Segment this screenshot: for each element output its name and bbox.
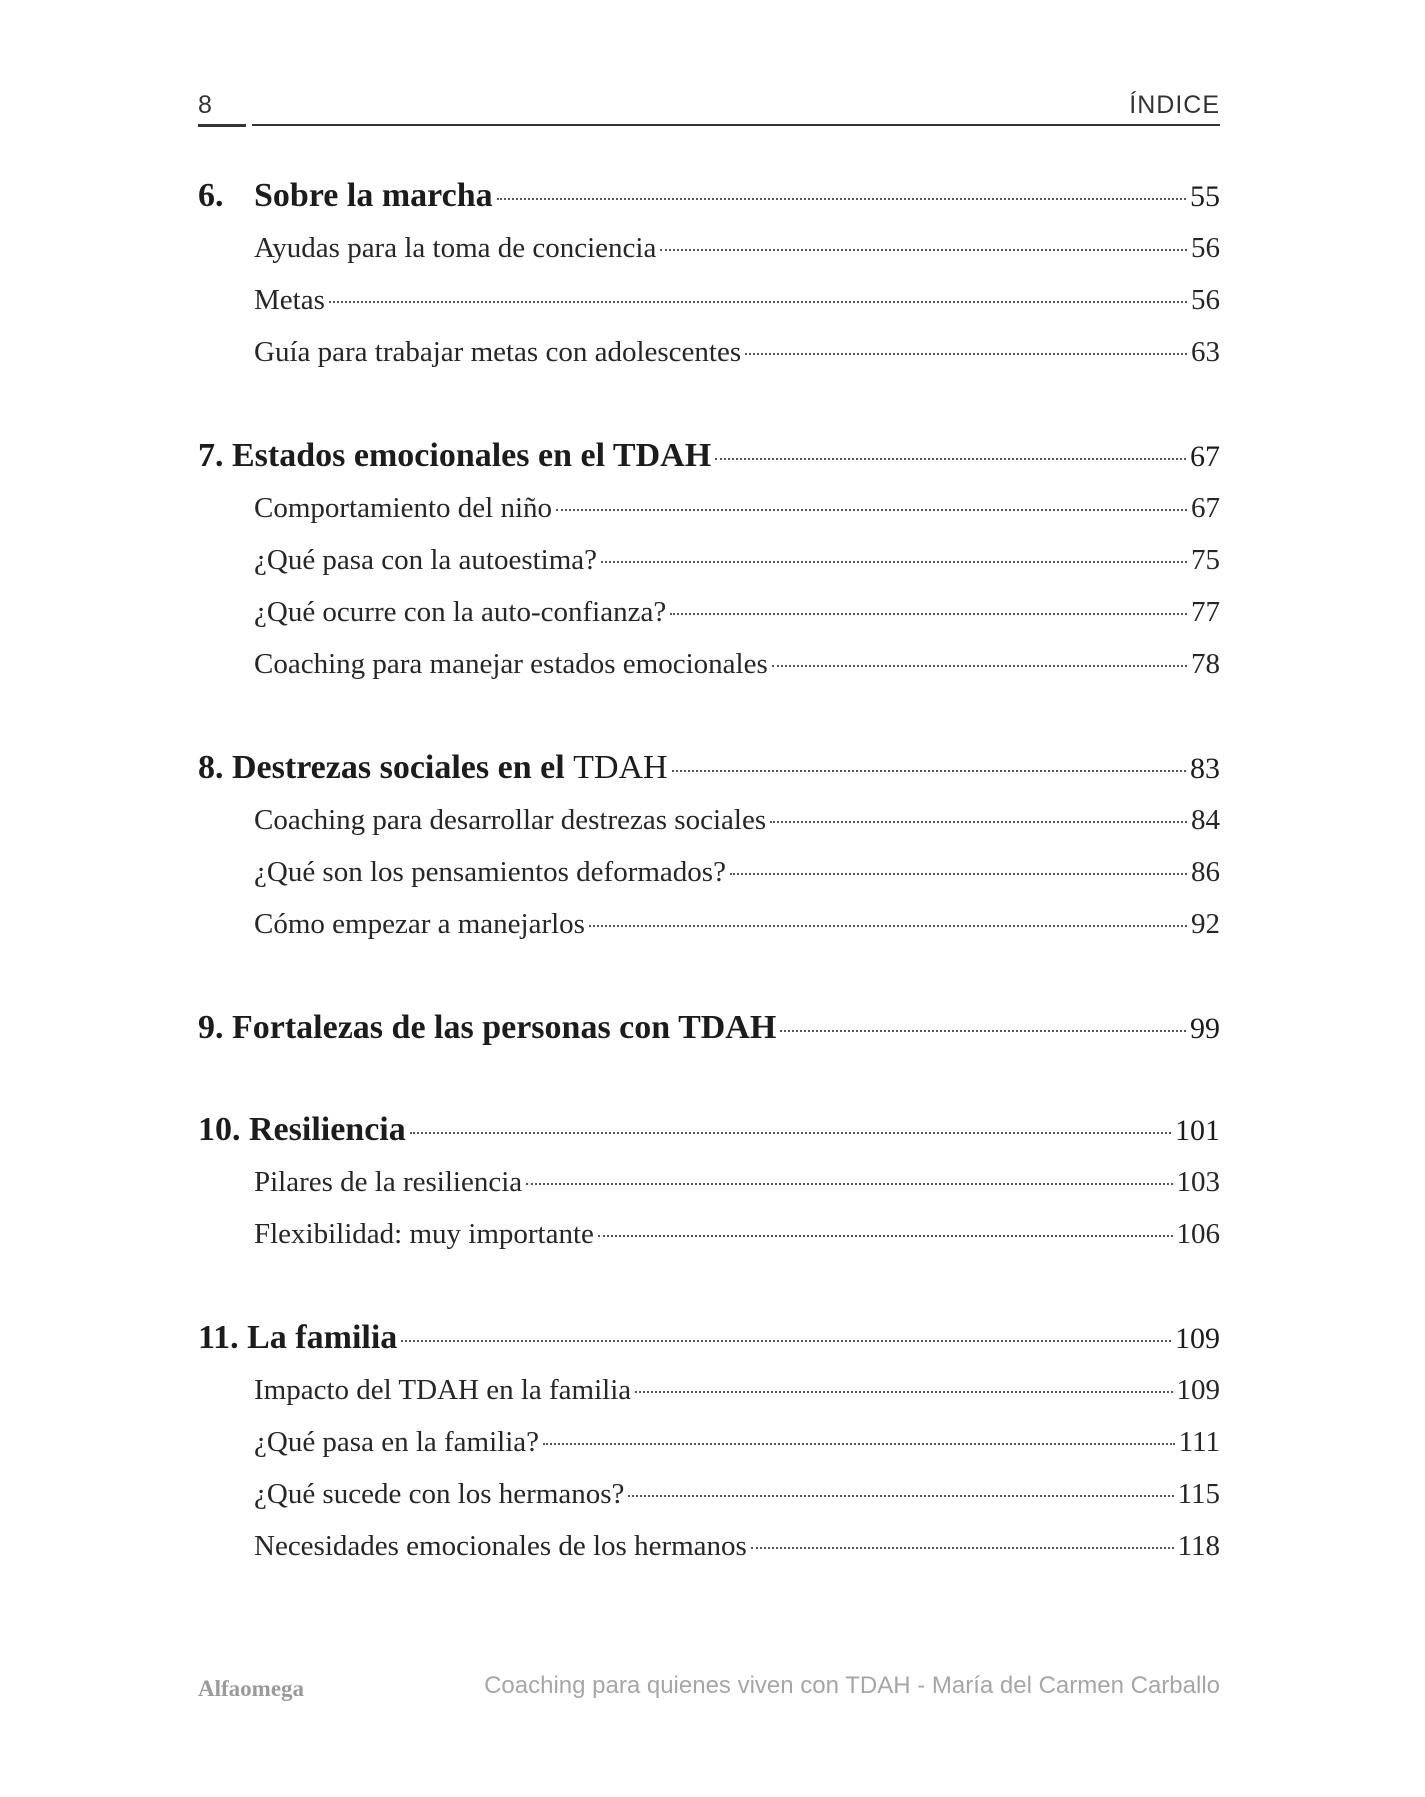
chapter-page: 99 <box>1190 1012 1220 1045</box>
toc-entry <box>198 274 1220 326</box>
entry-title: ¿Qué sucede con los hermanos? <box>254 1478 625 1510</box>
dot-leader <box>715 458 1186 460</box>
dot-leader <box>410 1132 1171 1134</box>
toc-entry <box>198 638 1220 690</box>
dot-leader <box>497 198 1186 200</box>
entry-title: Necesidades emocionales de los hermanos <box>254 1530 747 1562</box>
page-number-underline <box>198 124 246 127</box>
toc-entry <box>198 326 1220 378</box>
dot-leader <box>660 249 1187 251</box>
toc-chapter-9 <box>198 1002 1220 1054</box>
chapter-page: 67 <box>1190 440 1220 473</box>
entry-page: 84 <box>1191 804 1220 836</box>
chapter-title: La familia <box>247 1319 398 1356</box>
chapter-number: 10. <box>198 1111 241 1148</box>
dot-leader <box>670 613 1187 615</box>
entry-page: 56 <box>1191 232 1220 264</box>
toc-entry <box>198 1156 1220 1208</box>
page-number: 8 <box>198 91 212 119</box>
dot-leader <box>780 1030 1186 1032</box>
entry-title: ¿Qué pasa en la familia? <box>254 1426 540 1458</box>
entry-page: 67 <box>1191 492 1220 524</box>
page-footer <box>198 1672 1220 1708</box>
entry-page: 77 <box>1191 596 1220 628</box>
entry-page: 56 <box>1191 284 1220 316</box>
entry-page: 111 <box>1178 1426 1220 1458</box>
dot-leader <box>401 1340 1171 1342</box>
dot-leader <box>601 561 1187 563</box>
toc-chapter-8 <box>198 742 1220 950</box>
entry-title: Pilares de la resiliencia <box>254 1166 523 1198</box>
toc-chapter-7 <box>198 430 1220 690</box>
entry-page: 109 <box>1176 1374 1220 1406</box>
entry-page: 63 <box>1191 336 1220 368</box>
toc-entry <box>198 794 1220 846</box>
dot-leader <box>672 770 1186 772</box>
dot-leader <box>589 925 1187 927</box>
book-credit: Coaching para quienes viven con TDAH - María del Carmen Carballo <box>484 1672 1220 1699</box>
entry-title: Comportamiento del niño <box>254 492 553 524</box>
dot-leader <box>730 873 1187 875</box>
toc-entry <box>198 1208 1220 1260</box>
section-title: ÍNDICE <box>1129 91 1220 119</box>
chapter-heading <box>198 170 1220 222</box>
chapter-page: 109 <box>1175 1322 1220 1355</box>
chapter-page: 101 <box>1175 1114 1220 1147</box>
toc-entry <box>198 482 1220 534</box>
toc-entry <box>198 898 1220 950</box>
chapter-number: 9. <box>198 1009 224 1046</box>
dot-leader <box>745 353 1187 355</box>
dot-leader <box>751 1547 1174 1549</box>
entry-title: Coaching para desarrollar destrezas sociales <box>254 804 767 836</box>
entry-page: 115 <box>1177 1478 1220 1510</box>
chapter-title: Fortalezas de las personas con TDAH <box>232 1009 777 1046</box>
toc-entry <box>198 1364 1220 1416</box>
chapter-title: Resiliencia <box>249 1111 406 1148</box>
publisher-logo: Alfaomega <box>198 1676 305 1701</box>
chapter-heading <box>198 742 1220 794</box>
entry-page: 86 <box>1191 856 1220 888</box>
entry-title: Ayudas para la toma de conciencia <box>254 232 657 264</box>
chapter-number: 11. <box>198 1319 239 1356</box>
entry-page: 118 <box>1177 1530 1220 1562</box>
dot-leader <box>628 1495 1173 1497</box>
chapter-number: 8. <box>198 749 224 786</box>
entry-title: Metas <box>254 284 325 316</box>
toc-entry <box>198 534 1220 586</box>
entry-page: 103 <box>1176 1166 1220 1198</box>
dot-leader <box>770 821 1187 823</box>
dot-leader <box>772 665 1187 667</box>
chapter-number: 6. <box>198 177 224 214</box>
entry-page: 106 <box>1176 1218 1220 1250</box>
chapter-page: 83 <box>1190 752 1220 785</box>
entry-title: Coaching para manejar estados emocionales <box>254 648 768 680</box>
toc-entry <box>198 846 1220 898</box>
dot-leader <box>329 301 1187 303</box>
chapter-page: 55 <box>1190 180 1220 213</box>
chapter-heading <box>198 1104 1220 1156</box>
entry-title: ¿Qué pasa con la autoestima? <box>254 544 598 576</box>
chapter-title: Destrezas sociales en el <box>232 749 565 786</box>
entry-title: ¿Qué ocurre con la auto-confianza? <box>254 596 667 628</box>
toc-chapter-10 <box>198 1104 1220 1260</box>
entry-title: Impacto del TDAH en la familia <box>254 1374 632 1406</box>
chapter-number: 7. <box>198 437 224 474</box>
chapter-title-tail: TDAH <box>573 749 668 786</box>
chapter-heading <box>198 1312 1220 1364</box>
entry-page: 92 <box>1191 908 1220 940</box>
toc-chapter-6 <box>198 170 1220 378</box>
chapter-heading <box>198 1002 1220 1054</box>
entry-page: 78 <box>1191 648 1220 680</box>
entry-title: Guía para trabajar metas con adolescentes <box>254 336 742 368</box>
dot-leader <box>635 1391 1172 1393</box>
toc-entry <box>198 222 1220 274</box>
dot-leader <box>598 1235 1173 1237</box>
entry-title: ¿Qué son los pensamientos deformados? <box>254 856 726 888</box>
header-rule <box>252 124 1220 126</box>
chapter-title: Sobre la marcha <box>254 177 493 214</box>
entry-title: Cómo empezar a manejarlos <box>254 908 585 940</box>
entry-title: Flexibilidad: muy importante <box>254 1218 594 1250</box>
chapter-title: Estados emocionales en el TDAH <box>232 437 712 474</box>
toc-entry <box>198 1416 1220 1468</box>
toc-entry <box>198 1468 1220 1520</box>
toc-chapter-11 <box>198 1312 1220 1572</box>
dot-leader <box>543 1443 1175 1445</box>
dot-leader <box>526 1183 1172 1185</box>
table-of-contents <box>198 170 1220 1624</box>
running-header <box>198 90 1220 126</box>
toc-entry <box>198 586 1220 638</box>
chapter-heading <box>198 430 1220 482</box>
entry-page: 75 <box>1191 544 1220 576</box>
dot-leader <box>556 509 1187 511</box>
toc-entry <box>198 1520 1220 1572</box>
